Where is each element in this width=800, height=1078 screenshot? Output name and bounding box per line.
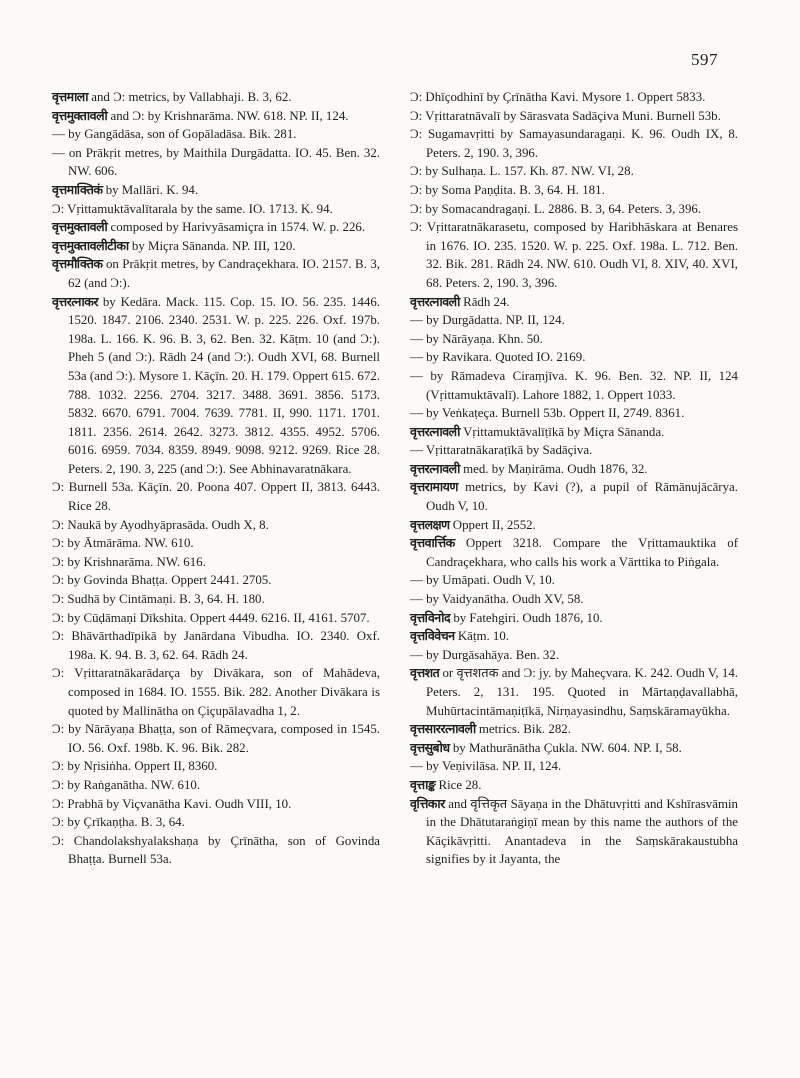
index-entry	[410, 88, 738, 107]
entry-headword: वृत्तमौक्तिक	[52, 256, 103, 272]
entry-text: Oppert 3218. Compare the Vṛittamauktika of Candraçekhara, who calls his work a Vārttika to Piṅgala.	[426, 536, 738, 569]
index-entry	[410, 516, 738, 535]
entry-text: Ɔ: by Ātmārāma. NW. 610.	[52, 536, 194, 551]
entry-text: — by Gangādāsa, son of Gopāladāsa. Bik. 281.	[52, 127, 297, 142]
entry-text: Ɔ: Burnell 53a. Kāçīn. 20. Poona 407. Oppert II, 3813. 6443. Rice 28.	[52, 480, 380, 514]
index-entry	[410, 423, 738, 442]
entry-text: med. by Maṇirāma. Oudh 1876, 32.	[459, 461, 648, 476]
index-entry	[410, 534, 738, 571]
index-entry	[52, 757, 380, 776]
index-entry	[52, 534, 380, 553]
index-entry	[52, 590, 380, 609]
left-column	[52, 88, 380, 869]
entry-headword: वृत्तवार्त्तिक	[410, 535, 455, 551]
entry-text: by Kedāra. Mack. 115. Cop. 15. IO. 56. 235. 1446. 1520. 1847. 2106. 2340. 2531. W. p. 225. 226. Oxf. 197b. 198a. L. 166. K. 96. B. 3, 62. Ben. 32. Kāṭm. 10 (and Ɔ:). Pheh 5 (and Ɔ:). Rādh 24 (and Ɔ:). Oudh XVI, 68. Burnell 53a (and Ɔ:). Mysore 1. Kāçīn. 20. H. 179. Oppert 615. 672. 788. 1032. 2256. 2704. 3217. 3488. 3691. 3856. 5173. 5832. 6670. 6791. 7004. 7639. 7781. II, 990. 1171. 1701. 1811. 2356. 2614. 2642. 3273. 3812. 4355. 4952. 5706. 6016. 6959. 7034. 8359. 8949. 9098. 9212. 9269. Rice 28. Peters. 2, 190. 3, 225 (and Ɔ:). See Abhinavaratnākara.	[68, 294, 380, 476]
index-entry	[410, 720, 738, 739]
entry-text: by Fatehgiri. Oudh 1876, 10.	[450, 610, 603, 625]
index-entry	[410, 795, 738, 869]
entry-text: Ɔ: by Soma Paṇḍita. B. 3, 64. H. 181.	[410, 182, 605, 197]
index-entry	[410, 125, 738, 162]
entry-text: — by Rāmadeva Ciraṃjīva. K. 96. Ben. 32. NP. II, 124 (Vṛittamuktāvalī). Lahore 1882, 1. Oppert 1033.	[410, 368, 738, 402]
entry-headword: वृत्तविवेचन	[410, 628, 455, 644]
index-entry	[410, 609, 738, 628]
entry-text: by Mallāri. K. 94.	[102, 182, 199, 197]
index-entry	[410, 460, 738, 479]
index-entry	[52, 813, 380, 832]
entry-text: Ɔ: by Raṅganātha. NW. 610.	[52, 777, 201, 792]
entry-text: Ɔ: by Govinda Bhaṭṭa. Oppert 2441. 2705.	[52, 573, 272, 588]
entry-text: and वृत्तिकृत Sāyaṇa in the Dhātuvṛitti and Kshīrasvāmin in the Dhātutaraṅgiṇī mean by this name the authors of the Kāçikāvṛitti. Anantadeva in the Saṃskārakaustubha signifies by it Jayanta, the	[426, 796, 738, 867]
index-entry	[52, 776, 380, 795]
entry-text: and Ɔ: metrics, by Vallabhaji. B. 3, 62.	[88, 90, 292, 104]
entry-text: Ɔ: by Nārāyaṇa Bhaṭṭa, son of Rāmeçvara, composed in 1545. IO. 56. Oxf. 198b. K. 96. Bik. 282.	[52, 722, 380, 755]
index-entry	[410, 218, 738, 292]
entry-headword: वृत्तविनोद	[410, 609, 451, 625]
index-entry	[52, 609, 380, 628]
entry-headword: वृत्तमुक्तावलीटीका	[52, 237, 129, 253]
index-entry	[52, 218, 380, 237]
entry-headword: वृत्तरत्नावली	[410, 293, 460, 309]
index-entry	[410, 627, 738, 646]
entry-text: — on Prākṛit metres, by Maithila Durgādatta. IO. 45. Ben. 32. NW. 606.	[52, 145, 380, 179]
index-entry	[52, 293, 380, 479]
entry-text: Ɔ: Vṛittaratnākarasetu, composed by Haribhāskara at Benares in 1676. IO. 235. 1520. W. p. 225. Oxf. 198a. L. 712. Ben. 32. Bik. 281. Rādh 24. NW. 610. Oudh VI, 8. XIV, 40. XVI, 68. Peters. 2, 190. 3, 396.	[410, 220, 738, 290]
index-entry	[410, 404, 738, 423]
index-entry	[52, 237, 380, 256]
entry-text: Ɔ: Dhīçodhinī by Çrīnātha Kavi. Mysore 1. Oppert 5833.	[410, 90, 706, 104]
entry-headword: वृत्तसाररत्नावली	[410, 721, 476, 737]
index-entry	[52, 144, 380, 181]
entry-headword: वृत्तरत्नावली	[410, 423, 460, 439]
index-entry	[410, 646, 738, 665]
index-entry	[52, 88, 380, 107]
index-entry	[410, 441, 738, 460]
index-entry	[52, 107, 380, 126]
entry-headword: वृत्तमुक्तावली	[52, 219, 108, 235]
index-entry	[410, 107, 738, 126]
index-entry	[410, 162, 738, 181]
entry-text: Ɔ: Prabhā by Viçvanātha Kavi. Oudh VIII, 10.	[52, 796, 292, 811]
index-entry	[410, 293, 738, 312]
entry-headword: वृत्तरत्नावली	[410, 460, 460, 476]
index-entry	[52, 125, 380, 144]
index-entry	[410, 664, 738, 720]
index-entry	[410, 571, 738, 590]
entry-headword: वृत्तरामायण	[410, 479, 458, 495]
entry-text: — by Durgādatta. NP. II, 124.	[410, 313, 565, 328]
entry-text: Ɔ: Sugamavṛitti by Samayasundaragaṇi. K. 96. Oudh IX, 8. Peters. 2, 190. 3, 396.	[410, 127, 738, 160]
index-entry	[52, 720, 380, 757]
index-entry	[410, 776, 738, 795]
entry-text: by Miçra Sānanda. NP. III, 120.	[128, 238, 296, 253]
index-entry	[410, 311, 738, 330]
entry-text: metrics, by Kavi (?), a pupil of Rāmānujācārya. Oudh V, 10.	[426, 480, 738, 514]
index-entry	[52, 832, 380, 869]
index-entry	[52, 478, 380, 515]
entry-text: Ɔ: by Sulhaṇa. L. 157. Kh. 87. NW. VI, 28.	[410, 164, 634, 179]
entry-text: — by Veṅkaṭeça. Burnell 53b. Oppert II, 2749. 8361.	[410, 406, 685, 421]
entry-text: Ɔ: Sudhā by Cintāmaṇi. B. 3, 64. H. 180.	[52, 592, 265, 607]
entry-text: — by Vaidyanātha. Oudh XV, 58.	[410, 592, 584, 607]
index-entry	[410, 739, 738, 758]
entry-headword: वृत्तशत	[410, 665, 440, 681]
entry-text: Kāṭm. 10.	[454, 629, 510, 644]
index-entry	[410, 348, 738, 367]
entry-headword: वृत्तरत्नाकर	[52, 293, 98, 309]
entry-headword: वृत्तमुक्तावली	[52, 107, 108, 123]
index-entry	[52, 795, 380, 814]
entry-headword: वृत्ताङ्क	[410, 776, 436, 792]
entry-text: Ɔ: by Çrīkaṇṭha. B. 3, 64.	[52, 815, 185, 830]
entry-headword: वृत्तसुबोध	[410, 739, 450, 755]
entry-text: Ɔ: Naukā by Ayodhyāprasāda. Oudh X, 8.	[52, 517, 269, 532]
index-entry	[410, 757, 738, 776]
index-entry	[52, 181, 380, 200]
entry-text: Ɔ: Vṛittaratnākarādarça by Divākara, son of Mahādeva, composed in 1684. IO. 1555. Bik. 282. Another Divākara is quoted by Mallinātha on Çiçupālavadha 1, 2.	[52, 666, 380, 718]
entry-text: Ɔ: by Krishnarāma. NW. 616.	[52, 554, 206, 569]
entry-text: metrics. Bik. 282.	[475, 722, 571, 737]
index-entry	[52, 553, 380, 572]
entry-text: Rādh 24.	[459, 294, 510, 309]
entry-text: — Vṛittaratnākaraṭīkā by Sadāçiva.	[410, 443, 593, 458]
entry-text: Ɔ: Vṛittamuktāvalītarala by the same. IO. 1713. K. 94.	[52, 201, 333, 216]
entry-text: Ɔ: Bhāvārthadīpikā by Janārdana Vibudha. IO. 2340. Oxf. 198a. K. 94. B. 3, 62. 64. Rādh 24.	[52, 629, 380, 662]
entry-text: — by Veṇivilāsa. NP. II, 124.	[410, 759, 562, 774]
entry-text: — by Umāpati. Oudh V, 10.	[410, 573, 555, 588]
index-entry	[52, 516, 380, 535]
entry-text: Ɔ: Vṛittaratnāvalī by Sārasvata Sadāçiva Muni. Burnell 53b.	[410, 108, 721, 123]
entry-text: Vṛittamuktāvalīṭīkā by Miçra Sānanda.	[459, 424, 665, 439]
entry-text: — by Durgāsahāya. Ben. 32.	[410, 647, 560, 662]
entry-text: composed by Harivyāsamiçra in 1574. W. p. 226.	[107, 220, 366, 235]
index-entry	[410, 590, 738, 609]
index-entry	[52, 664, 380, 720]
index-entry	[410, 367, 738, 404]
entry-text: on Prākṛit metres, by Candraçekhara. IO. 2157. B. 3, 62 (and Ɔ:).	[68, 257, 380, 290]
entry-text: Rice 28.	[435, 777, 482, 792]
index-entry	[410, 330, 738, 349]
entry-text: by Mathurānātha Çukla. NW. 604. NP. I, 58.	[449, 740, 682, 755]
entry-text: Oppert II, 2552.	[449, 517, 536, 532]
entry-headword: वृत्तिकार	[410, 795, 445, 811]
entry-text: — by Ravikara. Quoted IO. 2169.	[410, 350, 586, 365]
index-entry	[52, 627, 380, 664]
entry-text: Ɔ: by Cūḍāmaṇi Dīkshita. Oppert 4449. 6216. II, 4161. 5707.	[52, 610, 370, 625]
index-entry	[52, 571, 380, 590]
entry-text: — by Nārāyaṇa. Khn. 50.	[410, 331, 543, 346]
entry-text: and Ɔ: by Krishnarāma. NW. 618. NP. II, 124.	[107, 108, 349, 123]
entry-text: Ɔ: by Nṛisiṅha. Oppert II, 8360.	[52, 759, 218, 774]
entry-headword: वृत्तमाला	[52, 89, 89, 104]
index-entry	[52, 200, 380, 219]
entry-headword: वृत्तलक्षण	[410, 516, 450, 532]
entry-text: Ɔ: by Somacandragaṇi. L. 2886. B. 3, 64. Peters. 3, 396.	[410, 201, 702, 216]
index-entry	[52, 255, 380, 292]
right-column	[410, 88, 738, 869]
index-entry	[410, 200, 738, 219]
index-entry	[410, 181, 738, 200]
entry-headword: वृत्तमाक्तिकं	[52, 181, 103, 197]
entry-text: or वृत्तशतक and Ɔ: jy. by Maheçvara. K. 242. Oudh V, 14. Peters. 2, 131. 195. Quoted in Mārtaṇḍavallabhā, Muhūrtacintāmaṇiṭīkā, Nirṇayasindhu, Saṃskāramayūkha.	[426, 666, 738, 718]
index-entry	[410, 478, 738, 515]
entry-text: Ɔ: Chandolakshyalakshaṇa by Çrīnātha, son of Govinda Bhaṭṭa. Burnell 53a.	[52, 833, 380, 867]
page-number: 597	[691, 50, 718, 69]
